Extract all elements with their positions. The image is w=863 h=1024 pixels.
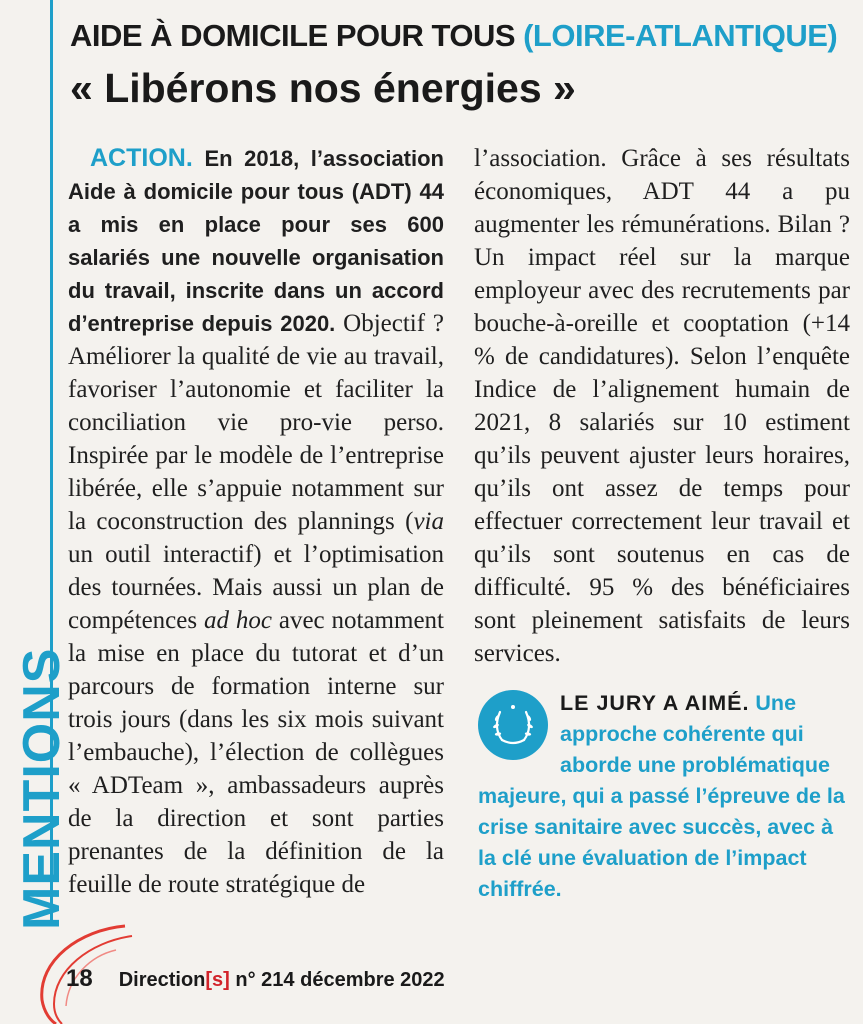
page-footer bbox=[66, 965, 445, 993]
magazine-bracket: [s] bbox=[205, 969, 230, 991]
jury-label: LE JURY A AIMÉ. bbox=[560, 691, 750, 715]
body-italic-ad-hoc: ad hoc bbox=[203, 607, 272, 634]
issue-date: décembre 2022 bbox=[300, 969, 445, 991]
magazine-name: Direction bbox=[118, 969, 206, 991]
headline-organization: AIDE À DOMICILE POUR TOUS bbox=[70, 18, 516, 53]
lead-label: ACTION. bbox=[90, 144, 193, 172]
body-text-2: un outil interactif) et l’optimisation des tournées. Mais aussi un plan de compétences bbox=[68, 541, 444, 634]
headline-region: (LOIRE-ATLANTIQUE) bbox=[523, 18, 838, 53]
body-text-1: Objectif ? Améliorer la qualité de vie au travail, favoriser l’autonomie et faciliter la conciliation vie pro-vie perso. Inspirée par le modèle de l’entreprise libérée, elle s’appuie notamment sur la coconstruction des plannings ( bbox=[68, 310, 444, 535]
page-number: 18 bbox=[66, 965, 93, 992]
body-italic-via: via bbox=[413, 508, 444, 535]
jury-panel bbox=[478, 688, 848, 905]
article-column-right bbox=[474, 142, 850, 670]
article-title: « Libérons nos énergies » bbox=[70, 65, 576, 111]
section-label: MENTIONS bbox=[13, 647, 71, 930]
body-text-right: l’association. Grâce à ses résultats économiques, ADT 44 a pu augmenter les rémunérations. Bilan ? Un impact réel sur la marque employeur avec des recrutements par bouche-à-oreille et cooptation (+14 % de candidatures). Selon l’enquête Indice de l’alignement humain de 2021, 8 salariés sur 10 estiment qu’ils peuvent ajuster leurs horaires, qu’ils ont assez de temps pour effectuer correctement leur travail et qu’ils sont soutenus en cas de difficulté. 95 % des bénéficiaires sont pleinement satisfaits de leurs services. bbox=[474, 145, 850, 667]
lead-text: En 2018, l’association Aide à domicile pour tous (ADT) 44 a mis en place pour ses 600 salariés une nouvelle organisation du travail, inscrite dans un accord d’entreprise depuis 2020. bbox=[68, 146, 444, 336]
jury-text: Une approche cohérente qui aborde une problématique majeure, qui a passé l’épreuve de la crise sanitaire avec succès, avec à la clé une évaluation de l’impact chiffrée. bbox=[478, 691, 845, 901]
issue-number: n° 214 bbox=[235, 969, 295, 991]
headline bbox=[70, 18, 837, 54]
article-column-left bbox=[68, 142, 444, 901]
body-text-3: avec notamment la mise en place du tutorat et d’un parcours de formation interne sur trois jours (dans les six mois suivant l’embauche), l’élection de collègues « ADTeam », ambassadeurs auprès de la direction et sont parties prenantes de la définition de la feuille de route stratégique de bbox=[68, 607, 444, 898]
